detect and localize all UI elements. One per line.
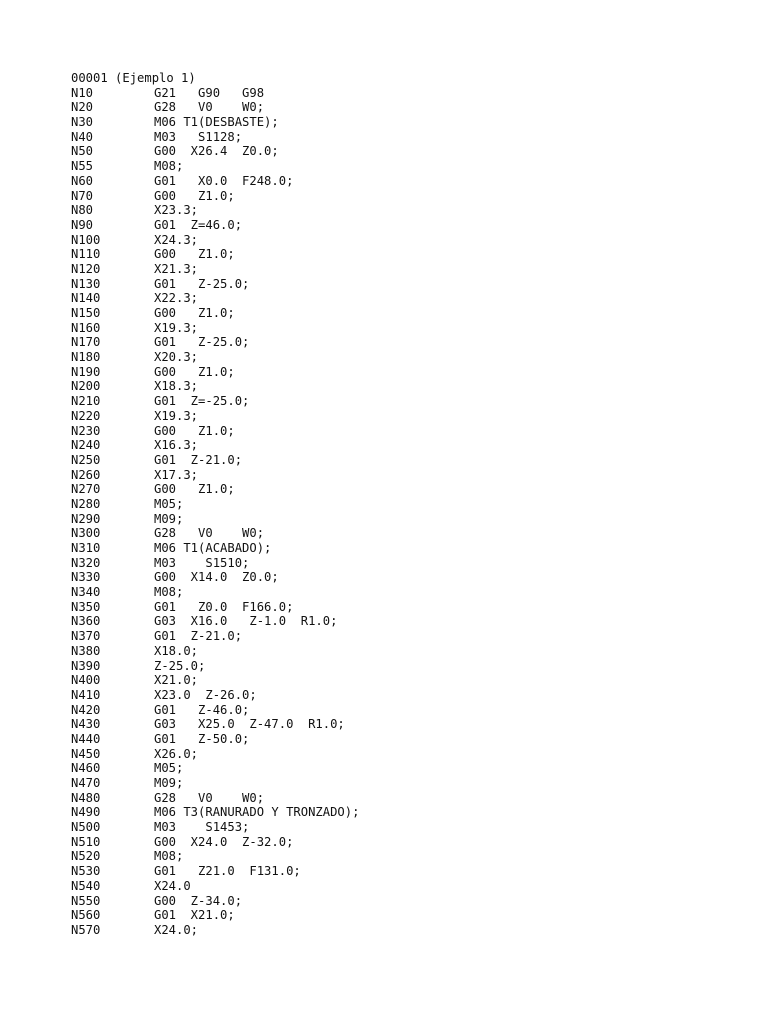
code-line (71, 86, 751, 101)
line-number: N410 (71, 687, 101, 702)
code-line (71, 864, 751, 879)
line-number: N440 (71, 731, 101, 746)
line-number: N310 (71, 541, 101, 555)
code-line (71, 835, 751, 850)
line-code: G21 G90 G98 (154, 85, 265, 100)
line-number: N140 (71, 291, 101, 306)
code-line (71, 820, 751, 835)
line-code: M03 S1128; (154, 129, 243, 144)
code-line (71, 468, 751, 483)
line-number: N560 (71, 908, 101, 923)
line-code: G00 X26.4 Z0.0; (154, 144, 279, 159)
line-number: N170 (71, 335, 101, 350)
code-line (71, 556, 751, 571)
line-code: G01 Z-46.0; (154, 702, 250, 717)
line-number: N190 (71, 364, 101, 379)
code-line (71, 306, 751, 321)
line-code: G00 X14.0 Z0.0; (154, 570, 279, 585)
line-number: N550 (71, 893, 101, 908)
code-line (71, 174, 751, 189)
code-line (71, 570, 751, 585)
line-number: N160 (71, 320, 101, 335)
code-line (71, 379, 751, 394)
line-code: G01 Z-21.0; (154, 629, 243, 644)
line-code: G01 Z=46.0; (154, 217, 243, 232)
code-line (71, 321, 751, 336)
line-code: X24.0; (154, 922, 199, 937)
line-code: M05; (154, 761, 184, 776)
code-line (71, 409, 751, 424)
line-number: N390 (71, 658, 101, 673)
code-line (71, 115, 751, 130)
line-number: N300 (71, 526, 101, 541)
line-number: N50 (71, 144, 94, 159)
code-line (71, 747, 751, 762)
line-code: X23.3; (154, 203, 199, 218)
line-number: N520 (71, 849, 101, 864)
cnc-program-document (71, 71, 751, 938)
code-line (71, 100, 751, 115)
code-line (71, 512, 751, 527)
line-code: X24.0 (154, 878, 191, 893)
code-line (71, 600, 751, 615)
code-line (71, 879, 751, 894)
line-number: N470 (71, 776, 101, 790)
line-code: G00 Z1.0; (154, 188, 235, 203)
code-line (71, 394, 751, 409)
line-number: N480 (71, 790, 101, 805)
program-title: 00001 (Ejemplo 1) (71, 71, 196, 85)
line-code: M08; (154, 849, 184, 864)
code-line (71, 585, 751, 600)
line-number: N230 (71, 423, 101, 438)
code-line (71, 688, 751, 703)
code-line (71, 732, 751, 747)
line-number: N490 (71, 805, 101, 820)
line-number: N290 (71, 511, 101, 526)
line-number: N150 (71, 306, 101, 320)
line-code: X21.3; (154, 261, 199, 276)
line-number: N250 (71, 452, 101, 467)
line-code: X24.3; (154, 232, 199, 247)
line-number: N210 (71, 394, 101, 409)
line-number: N120 (71, 261, 101, 276)
line-number: N10 (71, 85, 94, 100)
line-code: X21.0; (154, 673, 199, 688)
line-code: G01 Z=-25.0; (154, 394, 250, 409)
line-number: N180 (71, 350, 101, 365)
code-line (71, 424, 751, 439)
code-line (71, 233, 751, 248)
line-code: G28 V0 W0; (154, 526, 265, 541)
code-line (71, 482, 751, 497)
code-line (71, 703, 751, 718)
line-number: N130 (71, 276, 101, 291)
code-line (71, 614, 751, 629)
line-number: N420 (71, 702, 101, 717)
line-code: G01 X21.0; (154, 908, 235, 923)
line-code: G03 X25.0 Z-47.0 R1.0; (154, 717, 345, 732)
code-line (71, 659, 751, 674)
code-lines (71, 86, 751, 938)
code-line (71, 144, 751, 159)
line-number: N330 (71, 570, 101, 585)
code-line (71, 849, 751, 864)
line-number: N240 (71, 438, 101, 453)
line-number: N570 (71, 922, 101, 937)
line-number: N320 (71, 555, 101, 570)
line-number: N450 (71, 746, 101, 761)
line-number: N370 (71, 629, 101, 644)
line-code: M06 T3(RANURADO Y TRONZADO); (154, 805, 360, 820)
line-number: N30 (71, 115, 94, 130)
line-number: N350 (71, 599, 101, 614)
line-code: G01 Z21.0 F131.0; (154, 864, 301, 879)
line-number: N270 (71, 482, 101, 497)
line-number: N260 (71, 467, 101, 482)
line-number: N340 (71, 585, 101, 600)
line-number: N60 (71, 173, 94, 188)
line-number: N70 (71, 188, 94, 203)
line-code: G00 X24.0 Z-32.0; (154, 834, 294, 849)
line-code: X17.3; (154, 467, 199, 482)
line-number: N540 (71, 878, 101, 893)
line-code: M03 S1510; (154, 555, 250, 570)
code-line (71, 717, 751, 732)
line-code: X23.0 Z-26.0; (154, 687, 257, 702)
line-code: G01 Z-25.0; (154, 276, 250, 291)
line-code: G28 V0 W0; (154, 100, 265, 115)
line-number: N380 (71, 643, 101, 658)
line-number: N40 (71, 129, 94, 144)
line-code: X19.3; (154, 408, 199, 423)
line-code: M09; (154, 511, 184, 526)
code-line (71, 923, 751, 938)
line-code: M08; (154, 585, 184, 600)
line-code: X19.3; (154, 320, 199, 335)
code-line (71, 673, 751, 688)
line-code: M08; (154, 159, 184, 174)
line-number: N55 (71, 159, 94, 174)
code-line (71, 629, 751, 644)
code-line (71, 189, 751, 204)
line-code: G00 Z1.0; (154, 247, 235, 262)
line-code: X20.3; (154, 350, 199, 365)
code-line (71, 644, 751, 659)
line-code: G00 Z1.0; (154, 306, 235, 320)
code-line (71, 218, 751, 233)
line-number: N110 (71, 247, 101, 262)
code-line (71, 277, 751, 292)
line-code: Z-25.0; (154, 658, 206, 673)
line-number: N220 (71, 408, 101, 423)
code-line (71, 541, 751, 556)
code-line (71, 791, 751, 806)
line-code: X18.0; (154, 643, 199, 658)
line-code: G01 Z-21.0; (154, 452, 243, 467)
line-number: N80 (71, 203, 94, 218)
line-code: M09; (154, 776, 184, 790)
line-code: G03 X16.0 Z-1.0 R1.0; (154, 614, 338, 629)
line-code: X16.3; (154, 438, 199, 453)
line-code: G00 Z1.0; (154, 482, 235, 497)
code-line (71, 335, 751, 350)
line-number: N400 (71, 673, 101, 688)
line-code: M06 T1(DESBASTE); (154, 115, 279, 130)
code-line (71, 805, 751, 820)
line-code: M03 S1453; (154, 820, 250, 835)
code-line (71, 291, 751, 306)
code-line (71, 350, 751, 365)
line-code: G00 Z-34.0; (154, 893, 243, 908)
line-number: N280 (71, 496, 101, 511)
line-code: X18.3; (154, 379, 199, 394)
line-code: G00 Z1.0; (154, 364, 235, 379)
line-number: N100 (71, 232, 101, 247)
line-number: N460 (71, 761, 101, 776)
line-code: X26.0; (154, 746, 199, 761)
line-code: G00 Z1.0; (154, 423, 235, 438)
code-line (71, 761, 751, 776)
line-number: N360 (71, 614, 101, 629)
line-number: N200 (71, 379, 101, 394)
code-line (71, 526, 751, 541)
code-line (71, 894, 751, 909)
code-line (71, 438, 751, 453)
code-line (71, 365, 751, 380)
code-line (71, 453, 751, 468)
code-line (71, 262, 751, 277)
code-line (71, 203, 751, 218)
line-code: X22.3; (154, 291, 199, 306)
line-code: G28 V0 W0; (154, 790, 265, 805)
code-line (71, 776, 751, 791)
line-code: M06 T1(ACABADO); (154, 541, 272, 555)
line-number: N530 (71, 864, 101, 879)
line-code: G01 X0.0 F248.0; (154, 173, 294, 188)
line-code: G01 Z0.0 F166.0; (154, 599, 294, 614)
line-code: M05; (154, 496, 184, 511)
line-number: N430 (71, 717, 101, 732)
line-code: G01 Z-50.0; (154, 731, 250, 746)
code-line (71, 908, 751, 923)
line-code: G01 Z-25.0; (154, 335, 250, 350)
code-line (71, 497, 751, 512)
line-number: N90 (71, 217, 94, 232)
code-line (71, 130, 751, 145)
code-line (71, 159, 751, 174)
code-line (71, 247, 751, 262)
line-number: N500 (71, 820, 101, 835)
line-number: N510 (71, 834, 101, 849)
line-number: N20 (71, 100, 94, 115)
